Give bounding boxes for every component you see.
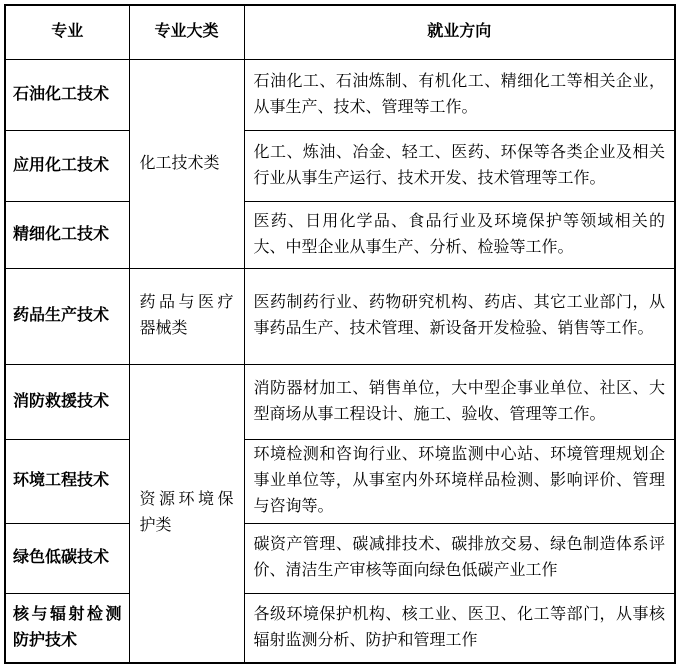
major-cell-petrochemical: 石油化工技术: [5, 59, 129, 130]
direction-cell: 石油化工、石油炼制、有机化工、精细化工等相关企业，从事生产、技术、管理等工作。: [244, 59, 675, 130]
header-row: [5, 5, 675, 59]
major-cell-environmental-engineering: 环境工程技术: [5, 439, 129, 523]
direction-cell: 消防器材加工、销售单位，大中型企事业单位、社区、大型商场从事工程设计、施工、验收、管理等工作。: [244, 364, 675, 439]
direction-cell: 各级环境保护机构、核工业、医卫、化工等部门，从事核辐射监测分析、防护和管理工作: [244, 593, 675, 663]
category-cell-resource-environment: 资源环境保护类: [129, 364, 244, 663]
table-row: [5, 364, 675, 439]
direction-cell: 化工、炼油、冶金、轻工、医药、环保等各类企业及相关行业从事生产运行、技术开发、技术管理等工作。: [244, 130, 675, 201]
major-cell-applied-chemical: 应用化工技术: [5, 130, 129, 201]
table-row: [5, 130, 675, 201]
header-major: 专业: [5, 5, 129, 59]
major-cell-drug-production: 药品生产技术: [5, 268, 129, 364]
table-row: [5, 59, 675, 130]
table-row: [5, 523, 675, 593]
direction-cell: 环境检测和咨询行业、环境监测中心站、环境管理规划企事业单位等，从事室内外环境样品检测、影响评价、管理与咨询等。: [244, 439, 675, 523]
direction-cell: 医药制药行业、药物研究机构、药店、其它工业部门，从事药品生产、技术管理、新设备开发检验、销售等工作。: [244, 268, 675, 364]
table-row: [5, 439, 675, 523]
major-cell-fine-chemical: 精细化工技术: [5, 201, 129, 268]
direction-cell: 碳资产管理、碳减排技术、碳排放交易、绿色制造体系评价、清洁生产审核等面向绿色低碳产业工作: [244, 523, 675, 593]
table-row: [5, 201, 675, 268]
majors-employment-table: [4, 4, 676, 664]
major-cell-nuclear-radiation: 核与辐射检测防护技术: [5, 593, 129, 663]
table-row: [5, 593, 675, 663]
major-cell-green-low-carbon: 绿色低碳技术: [5, 523, 129, 593]
table-row: [5, 268, 675, 364]
header-category: 专业大类: [129, 5, 244, 59]
category-cell-pharma-medical-devices: 药品与医疗器械类: [129, 268, 244, 364]
header-direction: 就业方向: [244, 5, 675, 59]
category-cell-chemical-tech: 化工技术类: [129, 59, 244, 268]
major-cell-fire-rescue: 消防救援技术: [5, 364, 129, 439]
direction-cell: 医药、日用化学品、食品行业及环境保护等领域相关的大、中型企业从事生产、分析、检验等工作。: [244, 201, 675, 268]
